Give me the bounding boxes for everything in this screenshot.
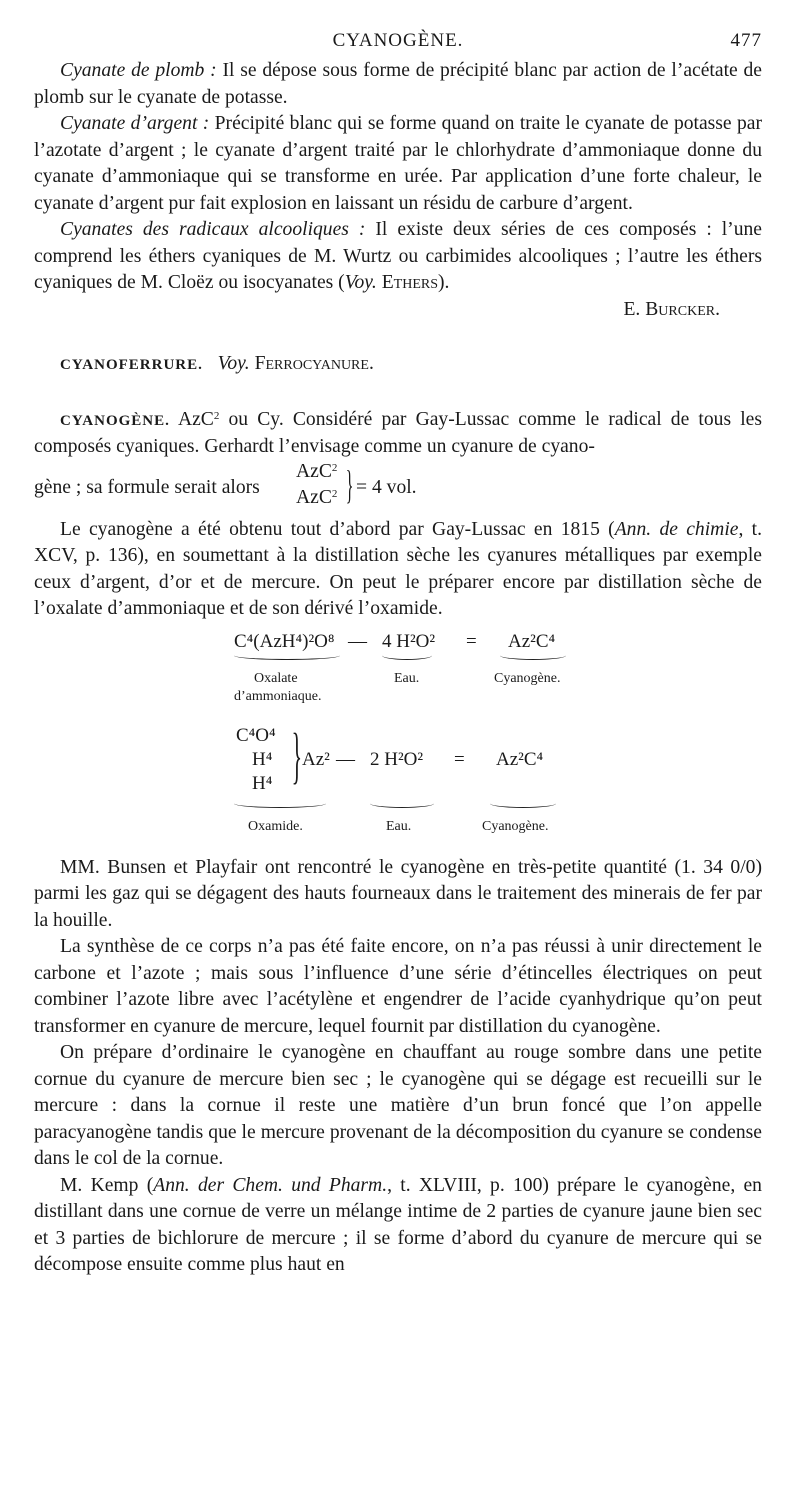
eq2-row1: C⁴O⁴ bbox=[236, 724, 276, 746]
cyanogene-formula: AzC bbox=[177, 408, 214, 430]
eq2-rhs: Az²C⁴ bbox=[496, 748, 544, 770]
formula-top: AzC bbox=[296, 460, 332, 482]
eq2-label-lhs: Oxamide. bbox=[248, 818, 303, 834]
author-signature: E. Burcker. bbox=[623, 298, 720, 320]
eq1-rhs: Az²C⁴ bbox=[508, 630, 556, 652]
text-cyanates-radicaux-1: Il existe deux séries de ces composés : l’une comprend les éthers cyaniques de M. Wurtz ou carbimides alcooliques ; l’autre les éthers cyaniques de M. Cloëz ou isocyanates ( bbox=[34, 219, 762, 293]
paragraph-prepare: On prépare d’ordinaire le cyanogène en chauffant au rouge sombre dans une petite cornue du cyanure de mercure bien sec ; le cyanogène qui se dégage est recueilli sur le mercure : dans la cornue il reste une matière d’un brun foncé que l’on appelle paracyanogène tandis que le mercure provenant de la décomposition du cyanure se condense dans le col de la cornue. bbox=[34, 1042, 762, 1169]
eq2-brace: } bbox=[291, 721, 303, 790]
paragraph-bunsen: MM. Bunsen et Playfair ont rencontré le cyanogène en très-petite quantité (1. 34 0/0) parmi les gaz qui se dégagent des hauts fourneaux dans le traitement des minerais de fer par la houille. bbox=[34, 856, 762, 931]
eq1-brace-rhs bbox=[500, 651, 566, 660]
eq2-brace-rhs bbox=[490, 799, 556, 808]
formula-volume: = 4 vol. bbox=[356, 476, 417, 498]
paragraph-cyanates-radicaux bbox=[34, 217, 762, 297]
formula-intro: gène ; sa formule serait alors bbox=[34, 476, 260, 498]
eq1-label-rhs: Cyanogène. bbox=[494, 670, 561, 686]
eq1-label-lhs-2: d’ammoniaque. bbox=[234, 688, 322, 704]
voy-ethers: Voy. bbox=[344, 272, 377, 293]
text-cyanate-plomb: Il se dépose sous forme de précipité blanc par action de l’acétate de plomb sur le cyanate de potasse. bbox=[34, 60, 762, 108]
formula-bottom: AzC bbox=[296, 486, 332, 508]
term-cyanate-plomb: Cyanate de plomb : bbox=[60, 60, 217, 81]
ref-ethers: Ethers bbox=[376, 272, 439, 293]
eq2-row2: H⁴ bbox=[252, 748, 273, 770]
eq1-brace-lhs bbox=[234, 651, 340, 660]
page-number: 477 bbox=[730, 30, 762, 51]
eq1-label-mid: Eau. bbox=[394, 670, 420, 686]
entry-head-cyanoferrure: CYANOFERRURE. bbox=[60, 357, 203, 373]
paragraph-kemp: M. Kemp (Ann. der Chem. und Pharm., t. XLVIII, p. 100) prépare le cyanogène, en distillant dans une cornue de verre un mélange intime de 2 parties de cyanure jaune bien sec et 3 parties de bichlorure de mercure ; il se forme d’abord du cyanure de mercure qui se décompose ensuite comme plus haut en bbox=[34, 1174, 762, 1275]
eq2-brace-lhs bbox=[234, 799, 326, 808]
term-cyanate-argent: Cyanate d’argent : bbox=[60, 113, 210, 134]
entry-cyanogene: CYANOGÈNE. AzC$^2$ ou Cy. Considéré par Gay-Lussac comme le radical de tous les composés cyaniques. Gerhardt l’envisage comme un cyanure de cyano- bbox=[34, 408, 762, 457]
eq1-brace-mid bbox=[382, 651, 432, 660]
paragraph-obtenu: Le cyanogène a été obtenu tout d’abord par Gay-Lussac en 1815 (Ann. de chimie, t. XCV, p. 136), en soumettant à la distillation sèche les cyanures métalliques par exemple ceux d’argent, d’or et de mercure. On peut le préparer encore par distillation sèche de l’oxalate d’ammoniaque et de son dérivé l’oxamide. bbox=[34, 518, 762, 619]
text-cyanates-radicaux-2: ). bbox=[438, 272, 450, 293]
entry-cyanoferrure bbox=[34, 351, 762, 379]
eq2-az: Az² bbox=[302, 748, 330, 770]
running-title: CYANOGÈNE. bbox=[332, 30, 464, 51]
eq2-equals: = bbox=[454, 748, 465, 770]
cyanogene-text: ou Cy. Considéré par Gay-Lussac comme le radical de tous les composés cyaniques. Gerhardt l’envisage comme un cyanure de cyano- bbox=[34, 408, 762, 457]
equation-oxamide bbox=[34, 721, 762, 855]
eq1-label-lhs-1: Oxalate bbox=[254, 670, 298, 686]
page bbox=[34, 24, 762, 1279]
text-cyanate-argent: Précipité blanc qui se forme quand on traite le cyanate de potasse par l’azotate d’argent ; le cyanate d’argent traité par le chlorhydrate d’ammoniaque donne du cyanate d’ammoniaque qui se transforme en urée. Par application d’une forte chaleur, le cyanate d’argent pur fait explosion en laissant un résidu de carbure d’argent. bbox=[34, 113, 763, 214]
ref-ferrocyanure: Ferrocyanure. bbox=[254, 353, 374, 374]
cyanogene-formula-line: gène ; sa formule serait alors AzC$^2$ AzC$^2$ } = 4 vol. bbox=[34, 460, 417, 508]
eq1-minus: — bbox=[348, 630, 367, 652]
paragraph-cyanate-argent bbox=[34, 111, 762, 217]
eq2-label-mid: Eau. bbox=[386, 818, 412, 834]
voy-ferrocyanure: Voy. bbox=[217, 353, 250, 374]
eq1-equals: = bbox=[466, 630, 477, 652]
term-cyanates-radicaux: Cyanates des radicaux alcooliques : bbox=[60, 219, 366, 240]
formula-brace: } bbox=[345, 461, 354, 507]
equation-oxalate bbox=[34, 629, 762, 719]
ref-annalen-chem-pharm: Ann. der Chem. und Pharm. bbox=[153, 1174, 388, 1196]
paragraph-cyanate-plomb bbox=[34, 58, 762, 111]
entry-head-cyanogene: CYANOGÈNE. bbox=[60, 412, 170, 429]
eq1-lhs: C⁴(AzH⁴)²O⁸ bbox=[234, 630, 335, 652]
eq2-minus: — bbox=[336, 748, 355, 770]
ref-annales-chimie: Ann. de chimie bbox=[614, 518, 739, 540]
eq2-brace-mid bbox=[370, 799, 434, 808]
eq1-mid: 4 H²O² bbox=[382, 630, 436, 652]
eq2-label-rhs: Cyanogène. bbox=[482, 818, 549, 834]
eq2-mid: 2 H²O² bbox=[370, 748, 424, 770]
paragraph-synthese: La synthèse de ce corps n’a pas été faite encore, on n’a pas réussi à unir directement le carbone et l’azote ; mais sous l’influence d’une série d’étincelles électriques on peut combiner l’azote libre avec l’acétylène et engendrer de l’acide cyanhydrique qu’on peut transformer en cyanure de mercure, lequel fournit par distillation du cyanogène. bbox=[34, 936, 762, 1037]
eq2-row3: H⁴ bbox=[252, 772, 273, 794]
running-header bbox=[34, 24, 762, 58]
